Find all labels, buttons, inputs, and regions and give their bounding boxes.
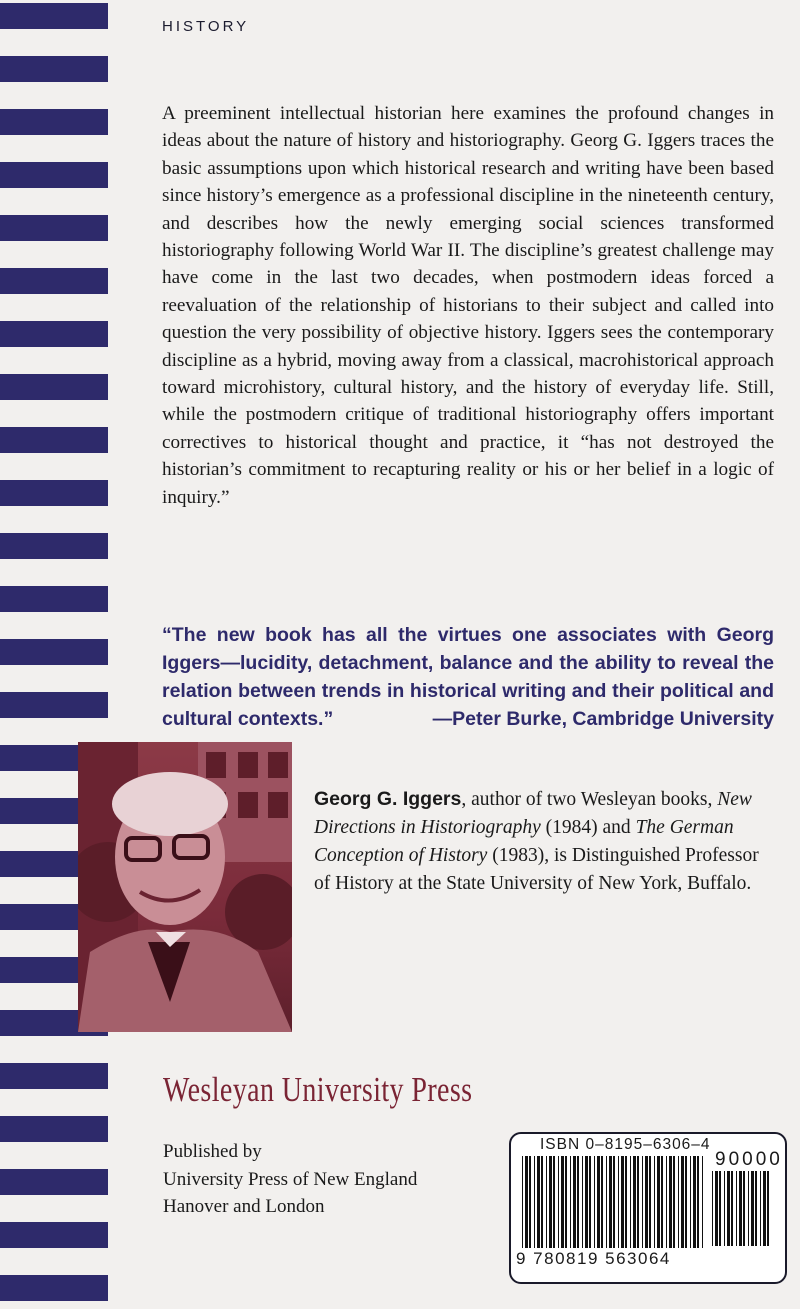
barcode-bar [693, 1156, 696, 1248]
barcode-bar [642, 1156, 643, 1248]
barcode-bar [546, 1156, 547, 1248]
decorative-stripes [0, 0, 110, 1309]
barcode-bar [577, 1156, 579, 1248]
barcode-bar [712, 1171, 713, 1246]
book-title-1: New Directions in Historiography [314, 789, 752, 838]
publisher-location-line: Hanover and London [163, 1196, 325, 1217]
barcode-bar [748, 1171, 749, 1246]
barcode-bar [585, 1156, 588, 1248]
book-description [162, 100, 774, 511]
stripe [0, 533, 108, 559]
barcode-bar [727, 1171, 730, 1246]
barcode-bar [637, 1156, 639, 1248]
description-text: A preeminent intellectual historian here examines the profound changes in ideas about the nature of history and historiography. Georg G. Iggers traces the basic assumptions upon which historical research and writing have been based since history’s emergence as a professional discipline in the nineteenth century, and describes how the newly emerging social sciences transformed historiography following World War II. The discipline’s greatest challenge may have come in the last two decades, when postmodern ideas forced a reevaluation of the relationship of historians to their subject and called into question the very possibility of objective history. Iggers sees the contemporary discipline as a hybrid, moving away from a classical, macrohistorical approach toward microhistory, cultural history, and the history of everyday life. Still, while the postmodern critique of traditional historiography offers important correctives to historical thought and practice, it “has not destroyed the historian’s commitment to recapturing reality or his or her belief in a logic of inquiry.” [162, 103, 774, 508]
barcode-bar [654, 1156, 655, 1248]
stripe [0, 268, 108, 294]
stripe [0, 1116, 108, 1142]
barcode-bar [666, 1156, 667, 1248]
barcode-bar [669, 1156, 672, 1248]
barcode-digits: 9 780819 563064 [516, 1249, 671, 1268]
barcode-bar [681, 1156, 684, 1248]
barcode-bar [715, 1171, 718, 1246]
stripe [0, 586, 108, 612]
isbn-label: ISBN 0–8195–6306–4 [540, 1136, 711, 1153]
stripe [0, 639, 108, 665]
barcode-bar [589, 1156, 591, 1248]
stripe [0, 374, 108, 400]
stripe [0, 1063, 108, 1089]
stripe [0, 3, 108, 29]
barcode-bar [736, 1171, 737, 1246]
barcode-bar [678, 1156, 679, 1248]
barcode-bar [553, 1156, 555, 1248]
stripe [0, 1169, 108, 1195]
author-bio [314, 785, 774, 898]
bio-text-1: , author of two Wesleyan books, [461, 789, 718, 810]
category-label: HISTORY [162, 18, 250, 35]
quote-text: “The new book has all the virtues one associates with Georg Iggers—lucidity, detachment, balance and the ability to reveal the relation between trends in historical writing and their political and cultural contexts.” [162, 624, 774, 730]
barcode-bar [522, 1156, 523, 1248]
barcode-bar [618, 1156, 619, 1248]
barcode-bar [719, 1171, 721, 1246]
barcode-bar [724, 1171, 725, 1246]
barcode-bar [630, 1156, 631, 1248]
author-name: Georg G. Iggers [314, 788, 462, 810]
barcode-bar [739, 1171, 742, 1246]
barcode-bar [760, 1171, 761, 1246]
barcode-bar [606, 1156, 607, 1248]
barcode-bar [625, 1156, 627, 1248]
barcode-bar [743, 1171, 745, 1246]
stripe [0, 109, 108, 135]
barcode-bar [645, 1156, 648, 1248]
barcode-bar [613, 1156, 615, 1248]
barcode-bar [751, 1171, 754, 1246]
stripe [0, 692, 108, 718]
stripe [0, 480, 108, 506]
published-by-line: Published by [163, 1141, 262, 1162]
barcode-bar [731, 1171, 733, 1246]
barcode-bar [763, 1171, 766, 1246]
barcode-bar [541, 1156, 543, 1248]
stripe [0, 215, 108, 241]
barcode-bar [609, 1156, 612, 1248]
barcode-bar [561, 1156, 564, 1248]
barcode-bar [657, 1156, 660, 1248]
barcode-bar [570, 1156, 571, 1248]
barcode-bar [558, 1156, 559, 1248]
barcode-bar [633, 1156, 636, 1248]
barcode-bar [673, 1156, 675, 1248]
quote-attribution: —Peter Burke, Cambridge University [432, 708, 774, 730]
barcode-bar [697, 1156, 699, 1248]
barcode-bar [649, 1156, 651, 1248]
publisher-logo: Wesleyan University Press [163, 1070, 473, 1109]
barcode-main [522, 1156, 705, 1248]
barcode-bar [597, 1156, 600, 1248]
bio-text-3: (1983), is Distinguished Professor of History at the State University of New York, Buffalo. [314, 845, 759, 894]
barcode-bar [529, 1156, 531, 1248]
publisher-name-line: University Press of New England [163, 1168, 418, 1190]
book-title-2: The German Conception of History [314, 817, 734, 866]
stripe [0, 1275, 108, 1301]
endorsement-quote [162, 621, 774, 733]
barcode-bar [565, 1156, 567, 1248]
barcode-bar [601, 1156, 603, 1248]
barcode-bar [661, 1156, 663, 1248]
barcode-bar [573, 1156, 576, 1248]
barcode-bar [594, 1156, 595, 1248]
barcode-bar [582, 1156, 583, 1248]
price-code: 90000 [715, 1149, 783, 1170]
barcode-bar [537, 1156, 540, 1248]
barcode-bar [702, 1156, 703, 1248]
barcode-bar [685, 1156, 687, 1248]
barcode-bar [690, 1156, 691, 1248]
stripe [0, 321, 108, 347]
stripe [0, 162, 108, 188]
stripe [0, 56, 108, 82]
barcode-addon [712, 1171, 772, 1246]
bio-text-2: (1984) and [540, 817, 636, 838]
barcode-bar [534, 1156, 535, 1248]
barcode-bar [549, 1156, 552, 1248]
barcode-bar [755, 1171, 757, 1246]
author-photo [78, 742, 292, 1032]
barcode-bar [525, 1156, 528, 1248]
stripe [0, 1222, 108, 1248]
stripe [0, 427, 108, 453]
barcode-bar [767, 1171, 769, 1246]
publication-info [163, 1138, 417, 1221]
barcode-bar [621, 1156, 624, 1248]
